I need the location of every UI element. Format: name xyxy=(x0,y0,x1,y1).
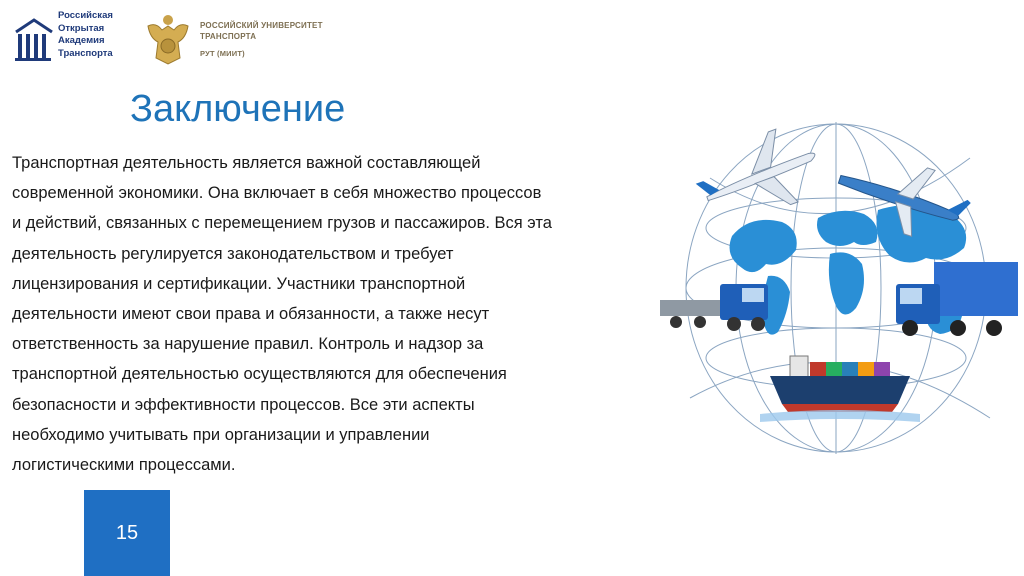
rut-abbr: РУТ (МИИТ) xyxy=(200,49,245,58)
truck-left-icon xyxy=(660,284,768,331)
rot-logo-icon xyxy=(14,14,54,64)
transport-world-illustration xyxy=(650,118,1024,460)
body-line: и действий, связанных с перемещением грузов и пассажиров. Вся эта xyxy=(12,214,552,233)
rut-emblem-icon xyxy=(144,12,192,68)
rot-logo-line: Российская xyxy=(58,10,113,21)
slide-title: Заключение xyxy=(130,88,346,130)
rot-logo-line: Академия xyxy=(58,35,105,47)
rut-name-line2: ТРАНСПОРТА xyxy=(200,32,257,41)
body-line: современной экономики. Она включает в себя множество процессов xyxy=(12,184,542,203)
body-line: необходимо учитывать при организации и управлении xyxy=(12,425,430,444)
rot-logo-line: Транспорта xyxy=(58,47,113,59)
body-line: лицензирования и сертификации. Участники транспортной xyxy=(12,274,466,293)
body-line: безопасности и эффективности процессов. Все эти аспекты xyxy=(12,395,475,414)
rot-logo-line: Открытая xyxy=(58,22,105,34)
body-line: Транспортная деятельность является важной составляющей xyxy=(12,154,481,172)
rut-logo xyxy=(144,12,364,68)
airplane-left-icon xyxy=(688,120,829,233)
slide-body xyxy=(12,148,662,480)
page-number-badge xyxy=(84,490,170,576)
body-line: деятельности имеют свои права и обязанности, а также несут xyxy=(12,305,490,324)
body-line: транспортной деятельностью осуществляются для обеспечения xyxy=(12,365,507,384)
rut-name-line1: РОССИЙСКИЙ УНИВЕРСИТЕТ xyxy=(200,21,323,30)
cargo-ship-icon xyxy=(760,356,920,422)
truck-right-icon xyxy=(896,262,1018,336)
rot-logo xyxy=(14,10,126,68)
body-line: деятельность регулируется законодательством и требует xyxy=(12,244,454,263)
body-line: логистическими процессами. xyxy=(12,456,236,475)
body-line: ответственность за нарушение правил. Контроль и надзор за xyxy=(12,335,484,354)
page-number: 15 xyxy=(115,521,139,544)
